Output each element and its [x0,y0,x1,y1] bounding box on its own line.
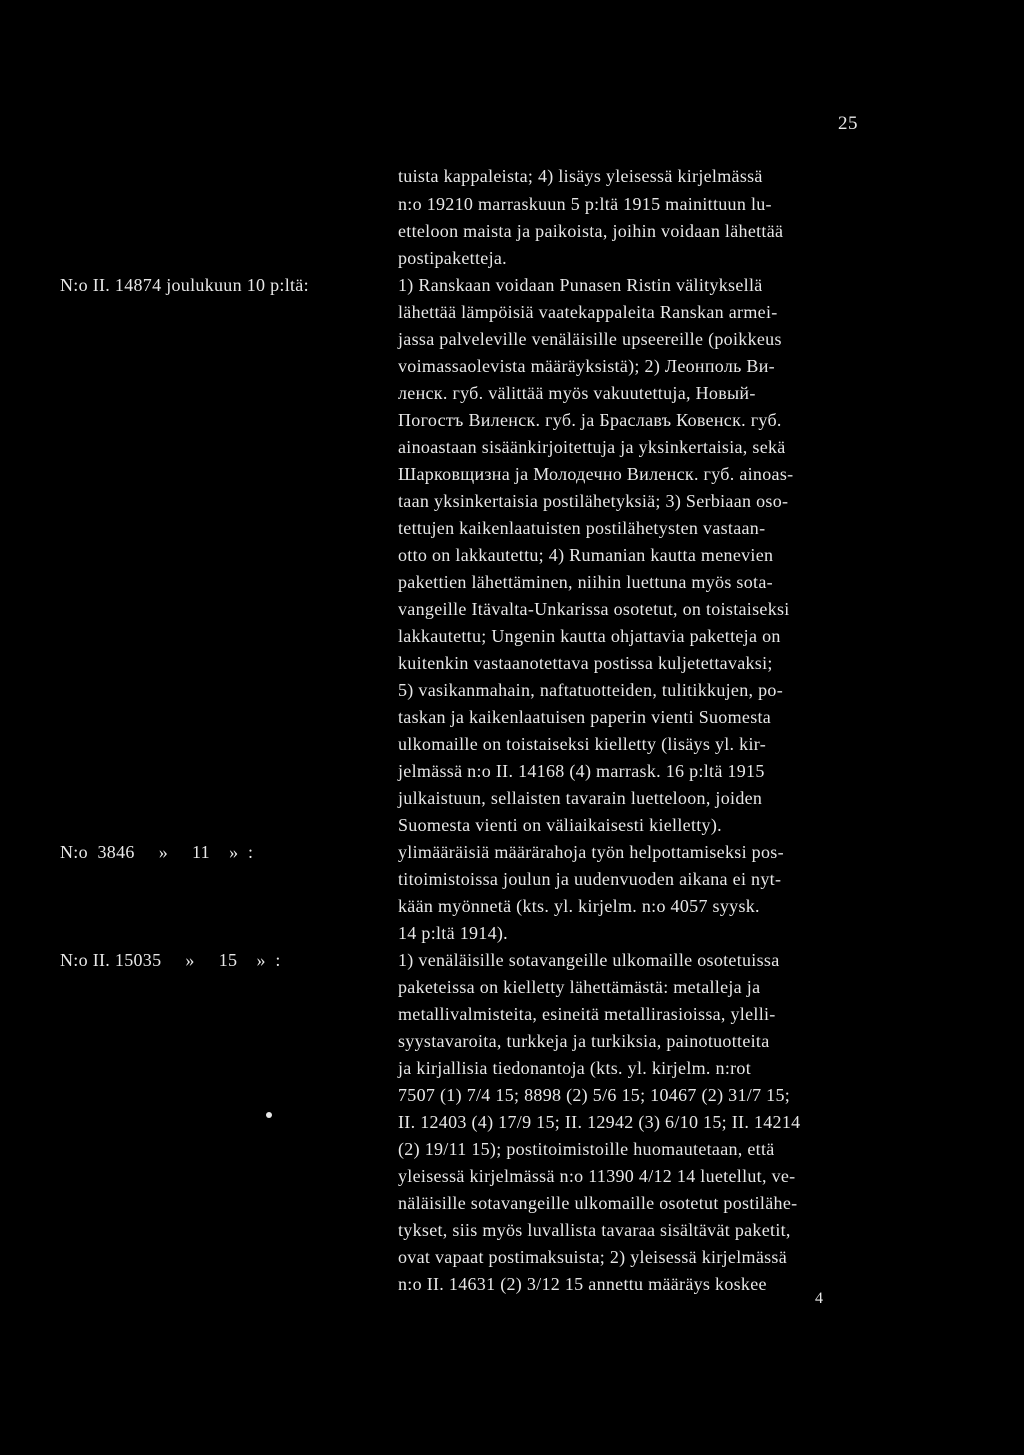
text-line: 5) vasikanmahain, naftatuotteiden, tulitikkujen, po- [398,680,784,700]
text-line: yleisessä kirjelmässä n:o 11390 4/12 14 luetellut, ve- [398,1166,796,1186]
text-line: metallivalmisteita, esineitä metallirasioissa, ylelli- [398,1004,776,1024]
text-line: taskan ja kaikenlaatuisen paperin vienti Suomesta [398,707,772,727]
text-line: syystavaroita, turkkeja ja turkiksia, painotuotteita [398,1031,770,1051]
text-line: näläisille sotavangeille ulkomaille osotetut postilähe- [398,1193,798,1213]
text-line: ovat vapaat postimaksuista; 2) yleisessä kirjelmässä [398,1247,788,1267]
text-line: pakettien lähettäminen, niihin luettuna myös sota- [398,572,773,592]
text-line: etteloon maista ja paikoista, joihin voidaan lähettää [398,221,784,241]
text-line: n:o 19210 marraskuun 5 p:ltä 1915 mainittuun lu- [398,194,772,214]
text-line: ainoastaan sisäänkirjoitettuja ja yksinkertaisia, sekä [398,437,786,457]
text-line: kään myönnetä (kts. yl. kirjelm. n:o 4057 syysk. [398,896,760,916]
text-line: lähettää lämpöisiä vaatekappaleita Ranskan armei- [398,302,778,322]
text-line: 1) Ranskaan voidaan Punasen Ristin välityksellä [398,275,763,295]
text-line: Погостъ Виленск. губ. ja Браславъ Ковенск. губ. [398,410,782,430]
entry-reference: N:o 3846 » 11 » : [60,842,254,862]
text-line: titoimistoissa joulun ja uudenvuoden aikana ei nyt- [398,869,782,889]
signature-mark: 4 [815,1290,823,1307]
text-line: tykset, siis myös luvallista tavaraa sisältävät paketit, [398,1220,791,1240]
text-line: jelmässä n:o II. 14168 (4) marrask. 16 p:ltä 1915 [398,761,765,781]
text-line: jassa palveleville venäläisille upseereille (poikkeus [398,329,782,349]
text-line: 14 p:ltä 1914). [398,923,508,943]
text-line: ja kirjallisia tiedonantoja (kts. yl. kirjelm. n:rot [398,1058,752,1078]
text-line: otto on lakkautettu; 4) Rumanian kautta menevien [398,545,774,565]
text-line: Suomesta vienti on väliaikaisesti kielletty). [398,815,722,835]
text-line: 1) venäläisille sotavangeille ulkomaille osotetuissa [398,950,780,970]
text-line: voimassaolevista määräyksistä); 2) Леонполь Ви- [398,356,775,376]
entry-reference: N:o II. 15035 » 15 » : [60,950,281,970]
text-line: lakkautettu; Ungenin kautta ohjattavia paketteja on [398,626,781,646]
text-line: postipaketteja. [398,248,507,268]
text-line: paketeissa on kielletty lähettämästä: metalleja ja [398,977,761,997]
text-line: (2) 19/11 15); postitoimistoille huomautetaan, että [398,1139,775,1159]
text-line: julkaistuun, sellaisten tavarain luetteloon, joiden [398,788,763,808]
text-line: 7507 (1) 7/4 15; 8898 (2) 5/6 15; 10467 (2) 31/7 15; [398,1085,791,1105]
bullet-mark [266,1112,272,1118]
text-line: ylimääräisiä määrärahoja työn helpottamiseksi pos- [398,842,784,862]
text-line: taan yksinkertaisia postilähetyksiä; 3) Serbiaan oso- [398,491,789,511]
entry-reference: N:o II. 14874 joulukuun 10 p:ltä: [60,275,309,295]
text-line: vangeille Itävalta-Unkarissa osotetut, on toistaiseksi [398,599,790,619]
text-line: II. 12403 (4) 17/9 15; II. 12942 (3) 6/10 15; II. 14214 [398,1112,801,1132]
text-line: tuista kappaleista; 4) lisäys yleisessä kirjelmässä [398,166,763,186]
text-line: kuitenkin vastaanotettava postissa kuljetettavaksi; [398,653,773,673]
text-line: Шарковщизна ja Молодечно Виленск. губ. ainoas- [398,464,794,484]
text-line: ulkomaille on toistaiseksi kielletty (lisäys yl. kir- [398,734,766,754]
text-line: tettujen kaikenlaatuisten postilähetysten vastaan- [398,518,766,538]
text-line: n:o II. 14631 (2) 3/12 15 annettu määräys koskee [398,1274,767,1294]
text-line: ленск. губ. välittää myös vakuutettuja, Новый- [398,383,756,403]
page-number: 25 [838,113,858,134]
